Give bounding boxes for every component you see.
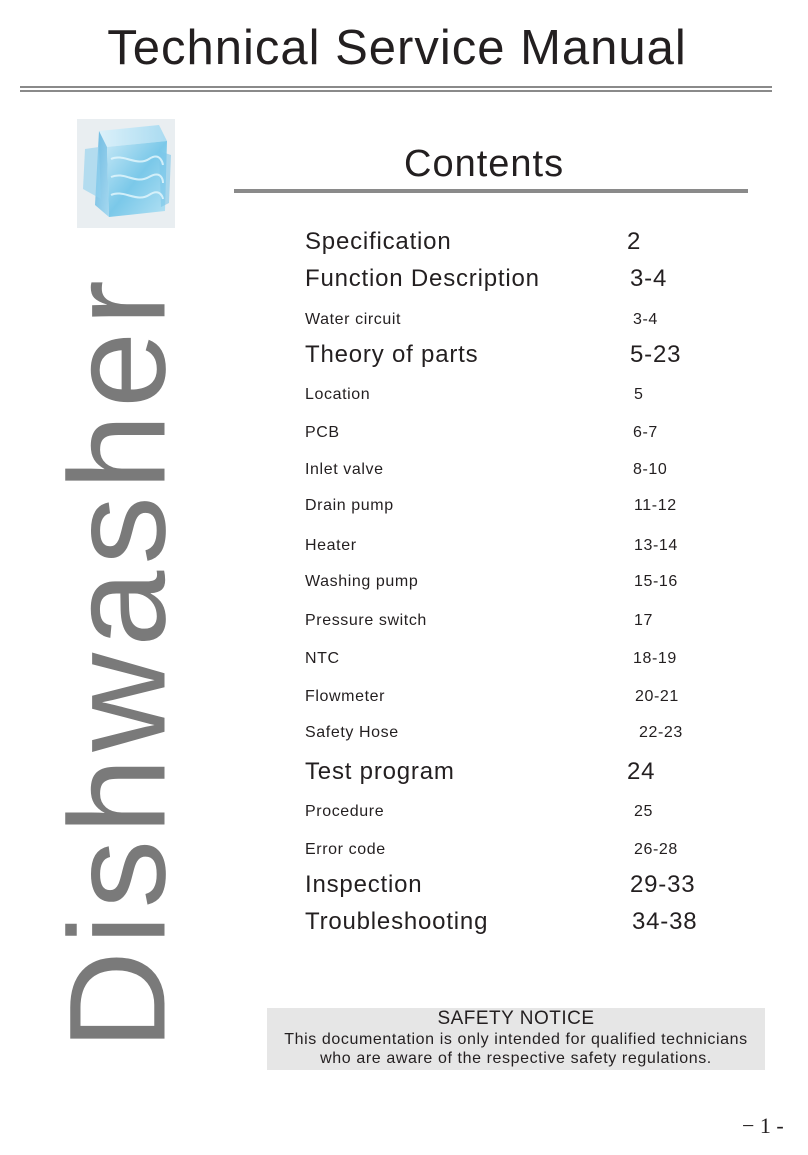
toc-page: 5 xyxy=(634,386,644,403)
toc-page: 34-38 xyxy=(632,908,698,935)
toc-page: 8-10 xyxy=(633,461,668,478)
title-divider xyxy=(20,86,772,92)
toc-label: Safety Hose xyxy=(305,724,399,741)
dishwasher-vertical-title: Dishwasher xyxy=(41,274,195,1050)
toc-label: PCB xyxy=(305,424,340,441)
toc-label: Specification xyxy=(305,228,452,255)
toc-label: Heater xyxy=(305,537,357,554)
toc-page: 26-28 xyxy=(634,841,678,858)
toc-page: 25 xyxy=(634,803,653,820)
toc-page: 3-4 xyxy=(630,265,668,292)
toc-label: Flowmeter xyxy=(305,688,386,705)
toc-label: Water circuit xyxy=(305,311,402,328)
toc-page: 11-12 xyxy=(634,497,677,514)
toc-page: 22-23 xyxy=(639,724,683,741)
toc-page: 29-33 xyxy=(630,871,696,898)
toc-page: 13-14 xyxy=(634,537,678,554)
safety-notice xyxy=(267,1008,765,1070)
toc-label: Pressure switch xyxy=(305,612,427,629)
safety-notice-line-2: who are aware of the respective safety regulations. xyxy=(320,1050,712,1067)
toc-page: 6-7 xyxy=(633,424,658,441)
toc-label: NTC xyxy=(305,650,340,667)
toc-label: Theory of parts xyxy=(305,341,479,368)
toc-page: 18-19 xyxy=(633,650,677,667)
toc-page: 20-21 xyxy=(635,688,679,705)
toc-label: Procedure xyxy=(305,803,385,820)
contents-heading: Contents xyxy=(404,143,565,185)
toc-label: Inspection xyxy=(305,871,423,898)
page-number: − 1 - xyxy=(742,1113,784,1138)
toc-label: Troubleshooting xyxy=(305,908,489,935)
toc-label: Location xyxy=(305,386,371,403)
toc-label: Test program xyxy=(305,758,455,785)
toc-label: Error code xyxy=(305,841,386,858)
contents-divider xyxy=(234,189,748,193)
toc-page: 24 xyxy=(627,758,656,785)
cube-icon xyxy=(77,119,175,228)
water-cube-image xyxy=(77,119,175,228)
toc-page: 5-23 xyxy=(630,341,682,368)
toc-page: 15-16 xyxy=(634,573,678,590)
toc-page: 3-4 xyxy=(633,311,658,328)
safety-notice-line-1: This documentation is only intended for qualified technicians xyxy=(284,1031,748,1048)
toc-label: Drain pump xyxy=(305,497,394,514)
safety-notice-title: SAFETY NOTICE xyxy=(437,1008,595,1029)
toc-page: 17 xyxy=(634,612,653,629)
toc-label: Washing pump xyxy=(305,573,419,590)
toc-label: Inlet valve xyxy=(305,461,384,478)
toc-page: 2 xyxy=(627,228,642,255)
manual-title: Technical Service Manual xyxy=(107,21,687,75)
toc-label: Function Description xyxy=(305,265,540,292)
